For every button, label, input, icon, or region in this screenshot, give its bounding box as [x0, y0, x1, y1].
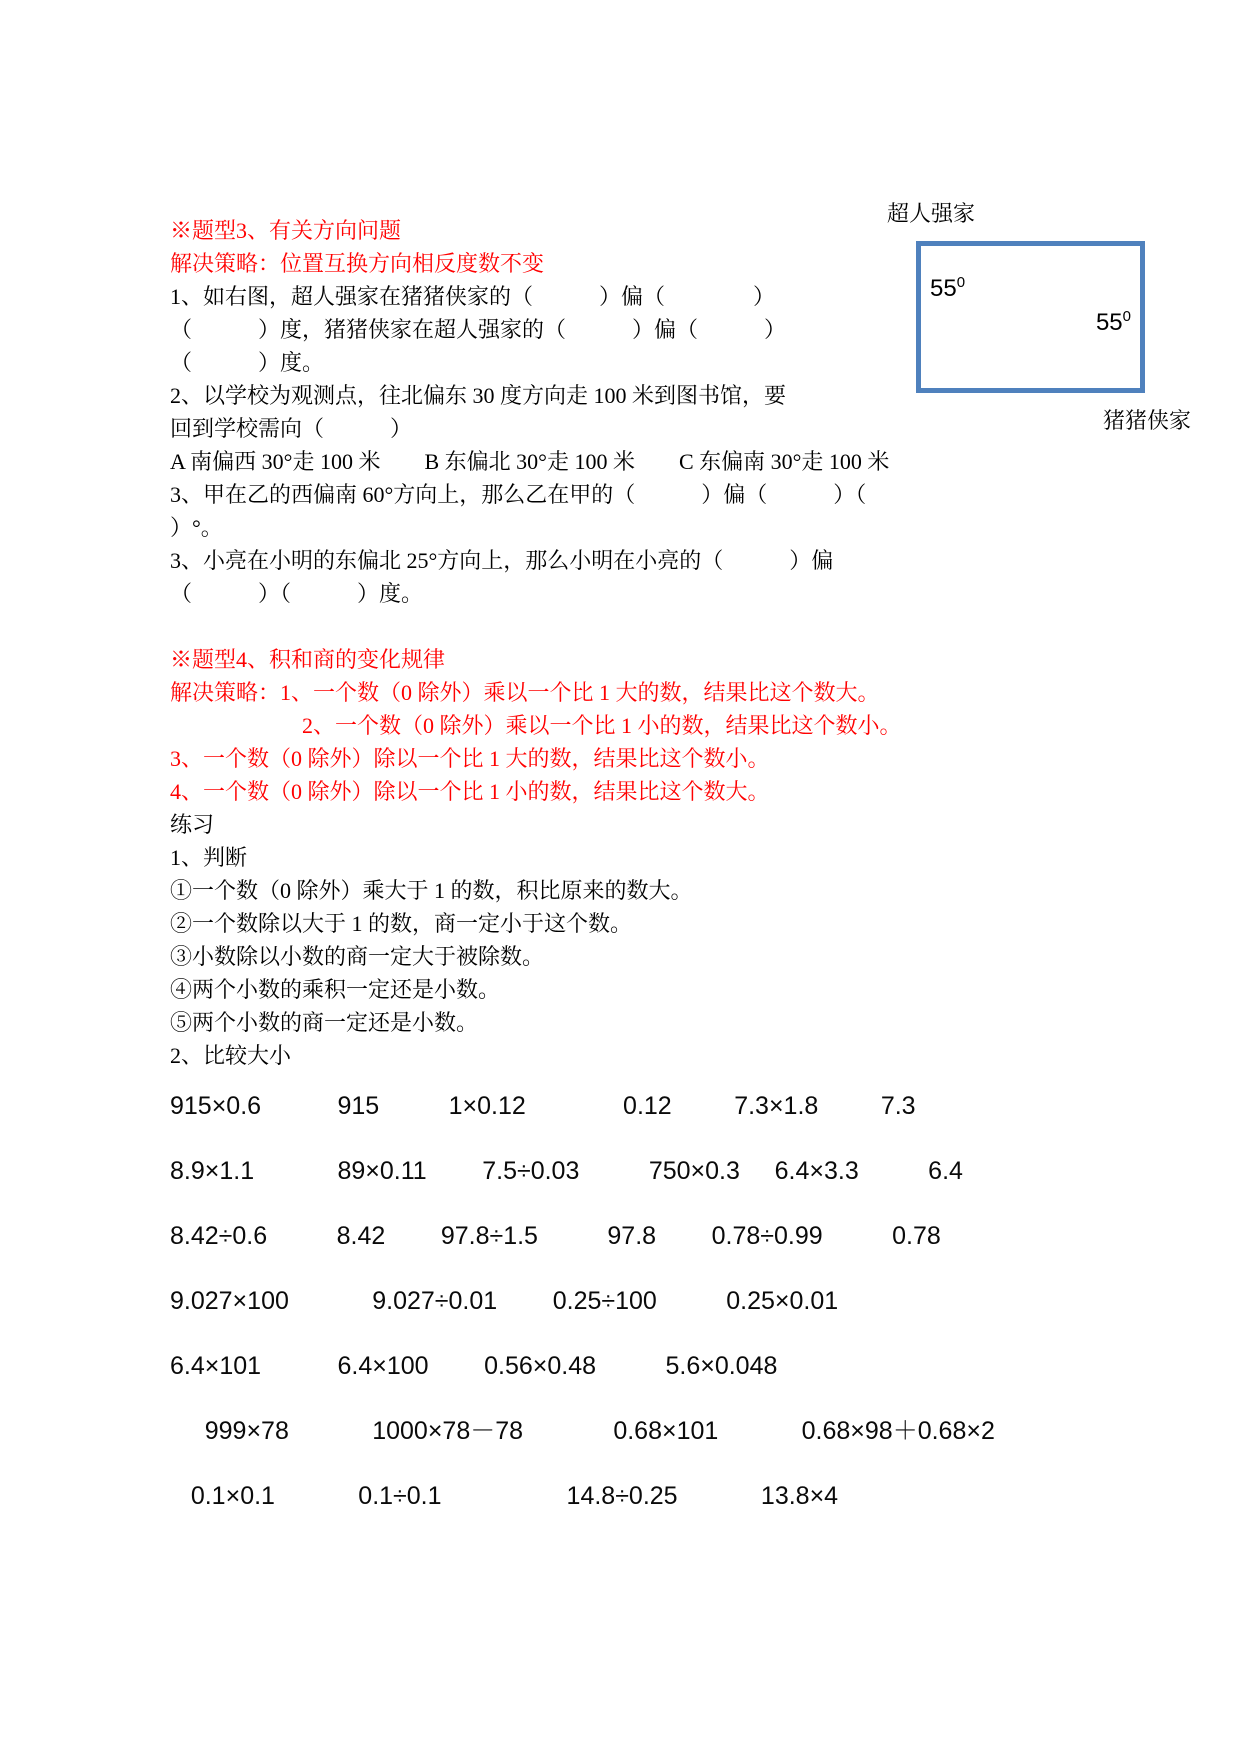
comparison-rows — [170, 1074, 1170, 1529]
text-line-23: ③小数除以小数的商一定大于被除数。 — [170, 944, 545, 969]
compare-row-4: 9.027×100 9.027÷0.01 0.25÷100 0.25×0.01 — [170, 1287, 839, 1315]
text-line-11: 3、小亮在小明的东偏北 25°方向上，那么小明在小亮的（ ）偏 — [170, 548, 834, 573]
text-line-22: ②一个数除以大于 1 的数，商一定小于这个数。 — [170, 911, 633, 936]
text-line-13 — [170, 610, 1110, 643]
text-line-6: 2、以学校为观测点，往北偏东 30 度方向走 100 米到图书馆，要 — [170, 383, 787, 408]
diagram-top-label: 超人强家 — [887, 201, 976, 226]
angle-value: 55 — [930, 275, 957, 302]
worksheet-text — [170, 214, 1110, 1072]
text-line-1: ※题型3、有关方向问题 — [170, 218, 402, 243]
text-line-26: 2、比较大小 — [170, 1043, 292, 1068]
text-line-10: ）°。 — [170, 515, 223, 540]
text-line-7: 回到学校需向（ ） — [170, 416, 413, 441]
text-line-18: 4、一个数（0 除外）除以一个比 1 小的数，结果比这个数大。 — [170, 779, 770, 804]
text-line-3: 1、如右图，超人强家在猪猪侠家的（ ）偏（ ） — [170, 284, 776, 309]
text-line-14: ※题型4、积和商的变化规律 — [170, 647, 446, 672]
text-line-2: 解决策略：位置互换方向相反度数不变 — [170, 251, 545, 276]
angle-superscript: 0 — [1122, 308, 1131, 325]
text-line-25: ⑤两个小数的商一定还是小数。 — [170, 1010, 479, 1035]
text-line-9: 3、甲在乙的西偏南 60°方向上，那么乙在甲的（ ）偏（ ）（ — [170, 482, 867, 507]
text-line-5: （ ）度。 — [170, 350, 325, 375]
text-line-8: A 南偏西 30°走 100 米 B 东偏北 30°走 100 米 C 东偏南 30°走 100 米 — [170, 449, 890, 474]
compare-row-7: 0.1×0.1 0.1÷0.1 14.8÷0.25 13.8×4 — [170, 1482, 839, 1510]
text-line-21: ①一个数（0 除外）乘大于 1 的数，积比原来的数大。 — [170, 878, 693, 903]
compare-row-5: 6.4×101 6.4×100 0.56×0.48 5.6×0.048 — [170, 1352, 778, 1380]
compare-row-1: 915×0.6 915 1×0.12 0.12 7.3×1.8 7.3 — [170, 1092, 916, 1120]
angle-value: 55 — [1095, 309, 1123, 336]
text-line-24: ④两个小数的乘积一定还是小数。 — [170, 977, 501, 1002]
text-line-15: 解决策略：1、一个数（0 除外）乘以一个比 1 大的数，结果比这个数大。 — [170, 680, 880, 705]
diagram-bottom-label: 猪猪侠家 — [1103, 408, 1192, 433]
text-line-19: 练习 — [170, 812, 215, 837]
angle-superscript: 0 — [956, 274, 966, 291]
text-line-20: 1、判断 — [170, 845, 248, 870]
compare-row-6: 999×78 1000×78－78 0.68×101 0.68×98＋0.68×2 — [170, 1417, 995, 1445]
text-line-16: 2、一个数（0 除外）乘以一个比 1 小的数，结果比这个数小。 — [302, 713, 902, 738]
compare-row-3: 8.42÷0.6 8.42 97.8÷1.5 97.8 0.78÷0.99 0.78 — [170, 1222, 941, 1250]
text-line-12: （ ）（ ）度。 — [170, 581, 424, 606]
compare-row-2: 8.9×1.1 89×0.11 7.5÷0.03 750×0.3 6.4×3.3 6.4 — [170, 1157, 963, 1185]
text-line-17: 3、一个数（0 除外）除以一个比 1 大的数，结果比这个数小。 — [170, 746, 770, 771]
text-line-4: （ ）度，猪猪侠家在超人强家的（ ）偏（ ） — [170, 317, 787, 342]
